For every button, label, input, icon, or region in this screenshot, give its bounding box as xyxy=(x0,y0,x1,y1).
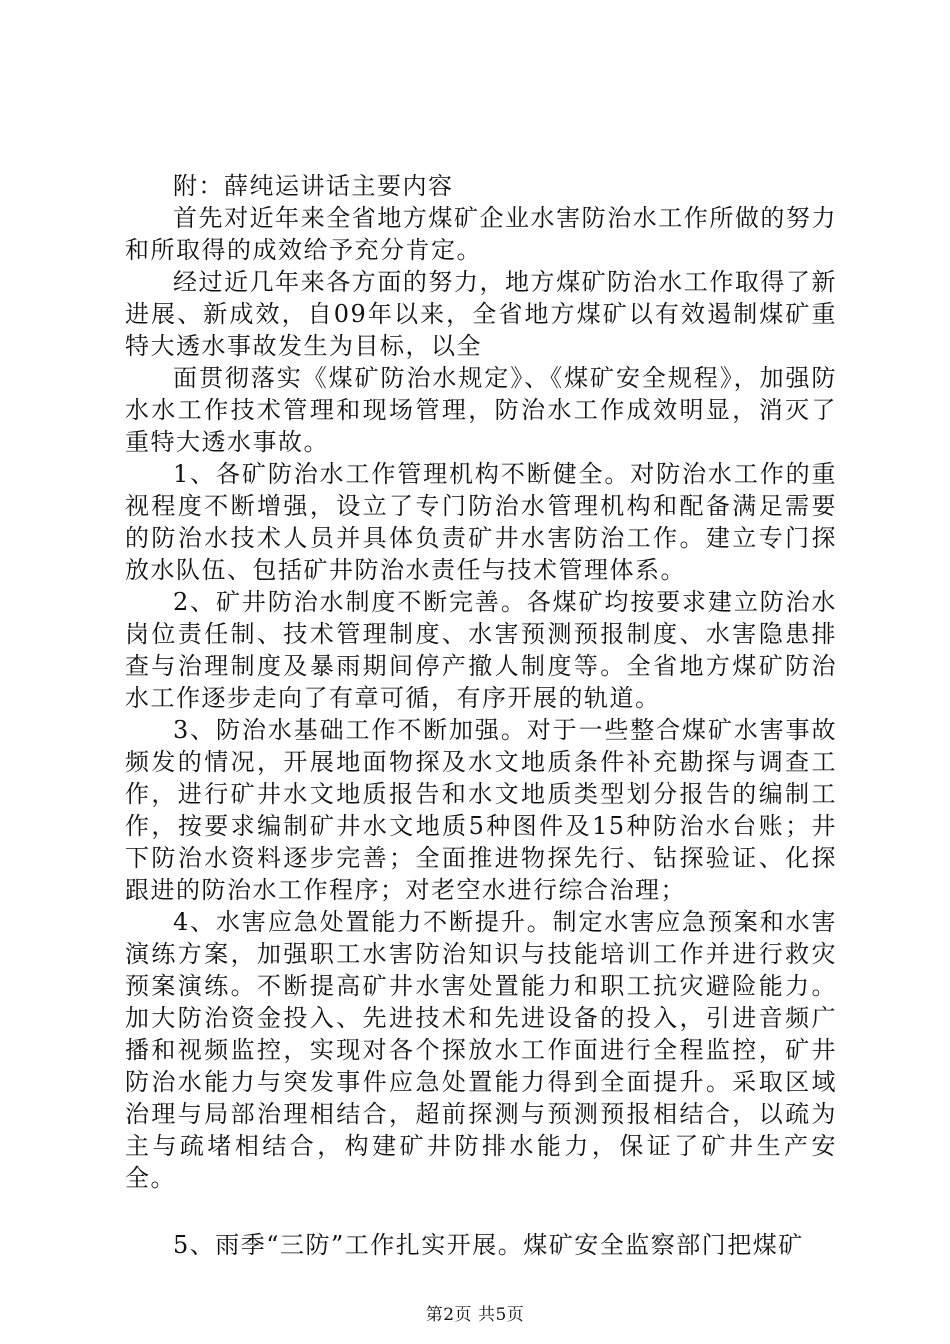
page-footer: 第2页 共5页 xyxy=(425,1305,525,1325)
paragraph-point-2: 2、矿井防治水制度不断完善。各煤矿均按要求建立防治水岗位责任制、技术管理制度、水害预测预报制度、水害隐患排查与治理制度及暴雨期间停产撤人制度等。全省地方煤矿防治水工作逐步走向了有章可循，有序开展的轨道。 xyxy=(125,588,837,712)
attachment-heading: 附：薛纯运讲话主要内容 xyxy=(173,172,454,200)
paragraph-point-1: 1、各矿防治水工作管理机构不断健全。对防治水工作的重视程度不断增强，设立了专门防治水管理机构和配备满足需要的防治水技术人员并具体负责矿井水害防治工作。建立专门探放水队伍、包括矿井防治水责任与技术管理体系。 xyxy=(125,460,837,584)
paragraph-progress: 经过近几年来各方面的努力，地方煤矿防治水工作取得了新进展、新成效，自09年以来，全省地方煤矿以有效遏制煤矿重特大透水事故发生为目标，以全 xyxy=(125,268,837,360)
paragraph-point-4: 4、水害应急处置能力不断提升。制定水害应急预案和水害演练方案，加强职工水害防治知识与技能培训工作并进行救灾预案演练。不断提高矿井水害处置能力和职工抗灾避险能力。加大防治资金投入、先进技术和先进设备的投入，引进音频广播和视频监控，实现对各个探放水工作面进行全程监控，矿井防治水能力与突发事件应急处置能力得到全面提升。采取区域治理与局部治理相结合，超前探测与预测预报相结合，以疏为主与疏堵相结合，构建矿井防排水能力，保证了矿井生产安全。 xyxy=(125,908,837,1192)
paragraph-progress-continued: 面贯彻落实《煤矿防治水规定》、《煤矿安全规程》，加强防水水工作技术管理和现场管理，防治水工作成效明显，消灭了重特大透水事故。 xyxy=(125,364,837,456)
paragraph-intro: 首先对近年来全省地方煤矿企业水害防治水工作所做的努力和所取得的成效给予充分肯定。 xyxy=(125,204,837,264)
paragraph-point-3: 3、防治水基础工作不断加强。对于一些整合煤矿水害事故频发的情况，开展地面物探及水文地质条件补充勘探与调查工作，进行矿井水文地质报告和水文地质类型划分报告的编制工作，按要求编制矿井水文地质5种图件及15种防治水台账；井下防治水资料逐步完善；全面推进物探先行、钻探验证、化探跟进的防治水工作程序；对老空水进行综合治理； xyxy=(125,716,837,904)
document-body xyxy=(125,170,837,1261)
paragraph-point-5: 5、雨季“三防”工作扎实开展。煤矿安全监察部门把煤矿 xyxy=(173,1231,804,1259)
